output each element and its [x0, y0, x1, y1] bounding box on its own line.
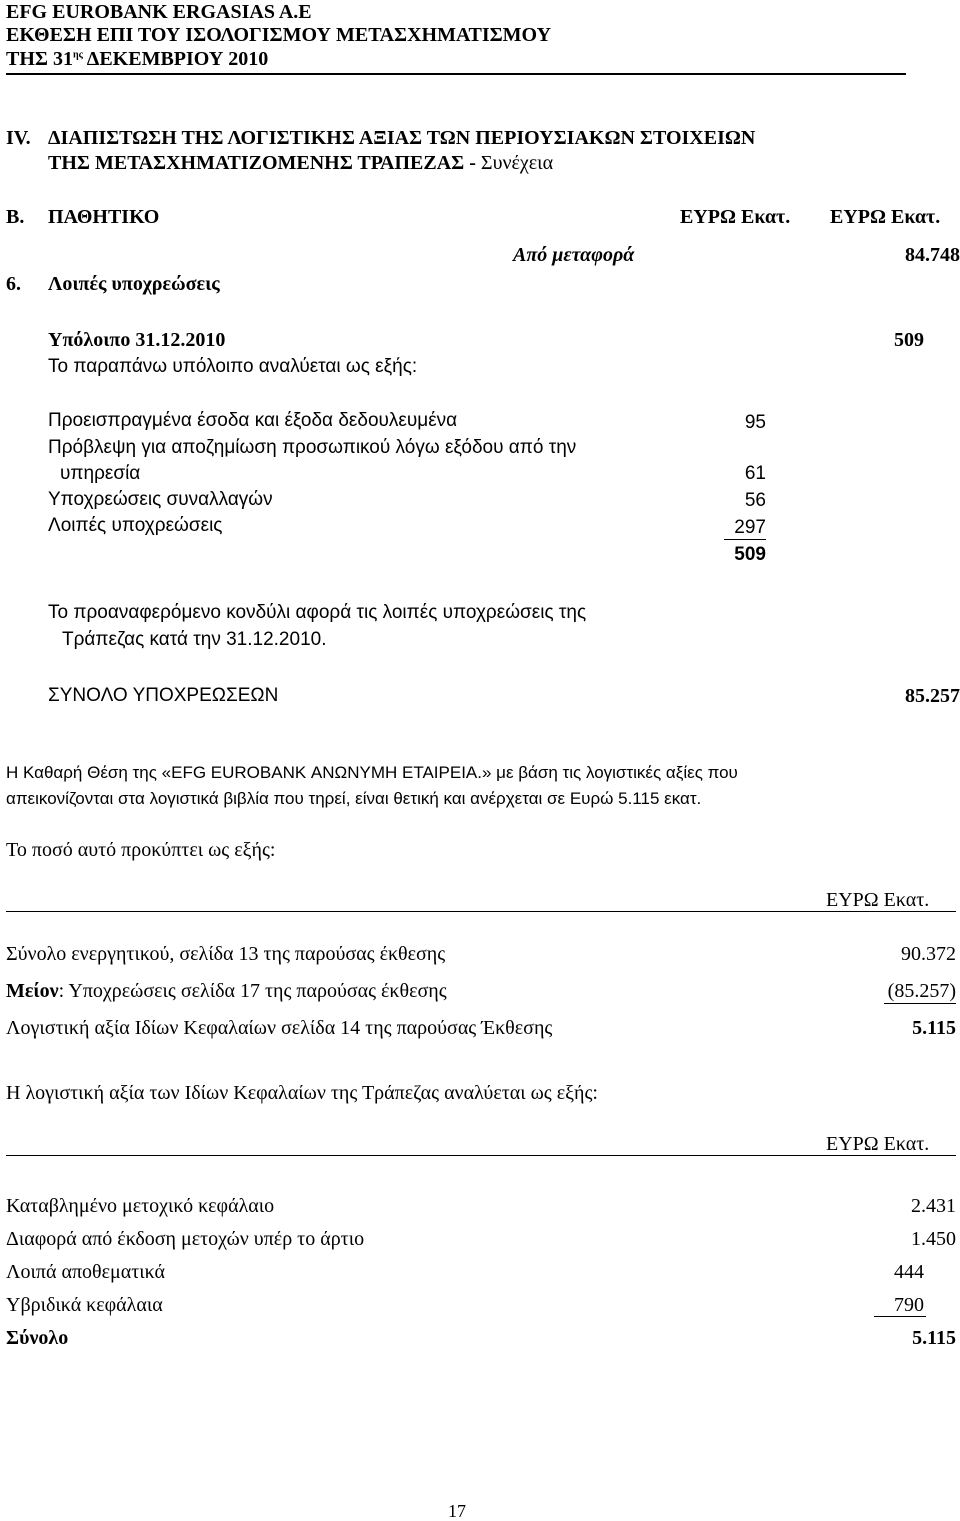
col2-header: ΕΥΡΩ Εκατ. [830, 206, 941, 228]
equity-row-label: Καταβλημένο μετοχικό κεφάλαιο [6, 1195, 275, 1217]
item-number: 6. [6, 273, 21, 295]
section-number: IV. [6, 127, 31, 149]
balance-value: 509 [894, 329, 924, 351]
derivation-row-value: (85.257) [887, 980, 956, 1002]
equity-underline [874, 1316, 926, 1317]
equity-row-label: Διαφορά από έκδοση μετοχών υπέρ το άρτιο [6, 1228, 365, 1250]
section-title-continued: Συνέχεια [480, 152, 554, 174]
equity-total-label: Σύνολο [6, 1327, 69, 1349]
breakdown-label: Υποχρεώσεις συναλλαγών [48, 489, 273, 510]
net-position-para-line2: απεικονίζονται στα λογιστικά βιβλία που τηρεί, είναι θετική και ανέρχεται σε Ευρώ 5.115 εκατ. [6, 789, 702, 808]
liabilities-title: ΠΑΘΗΤΙΚΟ [48, 206, 160, 228]
total-liabilities-label: ΣΥΝΟΛΟ ΥΠΟΧΡΕΩΣΕΩΝ [48, 685, 279, 706]
note-line1: Το προαναφερόμενο κονδύλι αφορά τις λοιπές υποχρεώσεις της [48, 602, 587, 623]
header-rule [6, 73, 906, 75]
page-number: 17 [448, 1501, 466, 1521]
derivation-row-label: Μείον: Υποχρεώσεις σελίδα 17 της παρούσας έκθεσης [6, 980, 447, 1002]
derivation-col-header: ΕΥΡΩ Εκατ. [826, 889, 930, 911]
derivation-row-value: 5.115 [912, 1017, 956, 1039]
equity-row-value: 790 [894, 1294, 924, 1316]
carried-forward-value: 84.748 [905, 244, 960, 266]
breakdown-label: Προεισπραγμένα έσοδα και έξοδα δεδουλευμένα [48, 410, 458, 431]
breakdown-value: 95 [744, 412, 766, 433]
breakdown-label-cont: υπηρεσία [60, 463, 141, 484]
equity-total-value: 5.115 [912, 1327, 956, 1349]
balance-label: Υπόλοιπο 31.12.2010 [48, 329, 226, 351]
total-liabilities-value: 85.257 [905, 685, 960, 707]
equity-row-value: 2.431 [911, 1195, 956, 1217]
carried-forward-label: Από μεταφορά [513, 244, 635, 266]
note-line2: Τράπεζας κατά την 31.12.2010. [62, 629, 327, 650]
header-date-suffix: ΔΕΚΕΜΒΡΙΟΥ 2010 [86, 48, 269, 70]
breakdown-label: Λοιπές υποχρεώσεις [48, 515, 223, 536]
derivation-underline [884, 1003, 956, 1004]
liabilities-letter: B. [6, 206, 25, 228]
header-company: EFG EUROBANK ERGASIAS A.E [6, 1, 312, 23]
section-title-line2 [48, 153, 553, 173]
item-label: Λοιπές υποχρεώσεις [48, 273, 220, 295]
derivation-header-rule [6, 911, 956, 912]
breakdown-intro: Το παραπάνω υπόλοιπο αναλύεται ως εξής: [48, 356, 418, 377]
equity-intro: Η λογιστική αξία των Ιδίων Κεφαλαίων της Τράπεζας αναλύεται ως εξής: [6, 1082, 598, 1104]
net-position-para-line1: Η Καθαρή Θέση της «EFG EUROBANK ΑΝΩΝΥΜΗ ΕΤΑΙΡΕΙΑ.» με βάση τις λογιστικές αξίες που [6, 763, 738, 782]
breakdown-value: 61 [744, 463, 766, 484]
equity-header-rule [6, 1155, 956, 1156]
equity-row-label: Υβριδικά κεφάλαια [6, 1294, 163, 1316]
header-date [6, 49, 268, 69]
equity-col-header: ΕΥΡΩ Εκατ. [826, 1133, 930, 1155]
breakdown-total: 509 [734, 544, 766, 565]
derivation-intro: Το ποσό αυτό προκύπτει ως εξής: [6, 839, 276, 861]
header-date-prefix: ΤΗΣ 31 [6, 48, 73, 70]
equity-row-value: 444 [894, 1261, 924, 1283]
equity-row-value: 1.450 [911, 1228, 956, 1250]
header-date-sup: ης [72, 49, 83, 61]
section-title-line1: ΔΙΑΠΙΣΤΩΣΗ ΤΗΣ ΛΟΓΙΣΤΙΚΗΣ ΑΞΙΑΣ ΤΩΝ ΠΕΡΙΟΥΣΙΑΚΩΝ ΣΤΟΙΧΕΙΩΝ [48, 127, 756, 149]
breakdown-underline [724, 539, 766, 540]
header-report-title: ΕΚΘΕΣΗ ΕΠΙ ΤΟΥ ΙΣΟΛΟΓΙΣΜΟΥ ΜΕΤΑΣΧΗΜΑΤΙΣΜΟΥ [6, 24, 552, 46]
section-title-main: ΤΗΣ ΜΕΤΑΣΧΗΜΑΤΙΖΟΜΕΝΗΣ ΤΡΑΠΕΖΑΣ - [48, 152, 481, 174]
equity-row-label: Λοιπά αποθεματικά [6, 1261, 166, 1283]
breakdown-value: 56 [744, 490, 766, 511]
derivation-row-value: 90.372 [901, 943, 956, 965]
breakdown-value: 297 [734, 517, 766, 538]
col1-header: ΕΥΡΩ Εκατ. [680, 206, 791, 228]
breakdown-label: Πρόβλεψη για αποζημίωση προσωπικού λόγω εξόδου από την [48, 437, 577, 458]
derivation-row-label: Σύνολο ενεργητικού, σελίδα 13 της παρούσας έκθεσης [6, 943, 446, 965]
derivation-row-label: Λογιστική αξία Ιδίων Κεφαλαίων σελίδα 14 της παρούσας Έκθεσης [6, 1017, 553, 1039]
